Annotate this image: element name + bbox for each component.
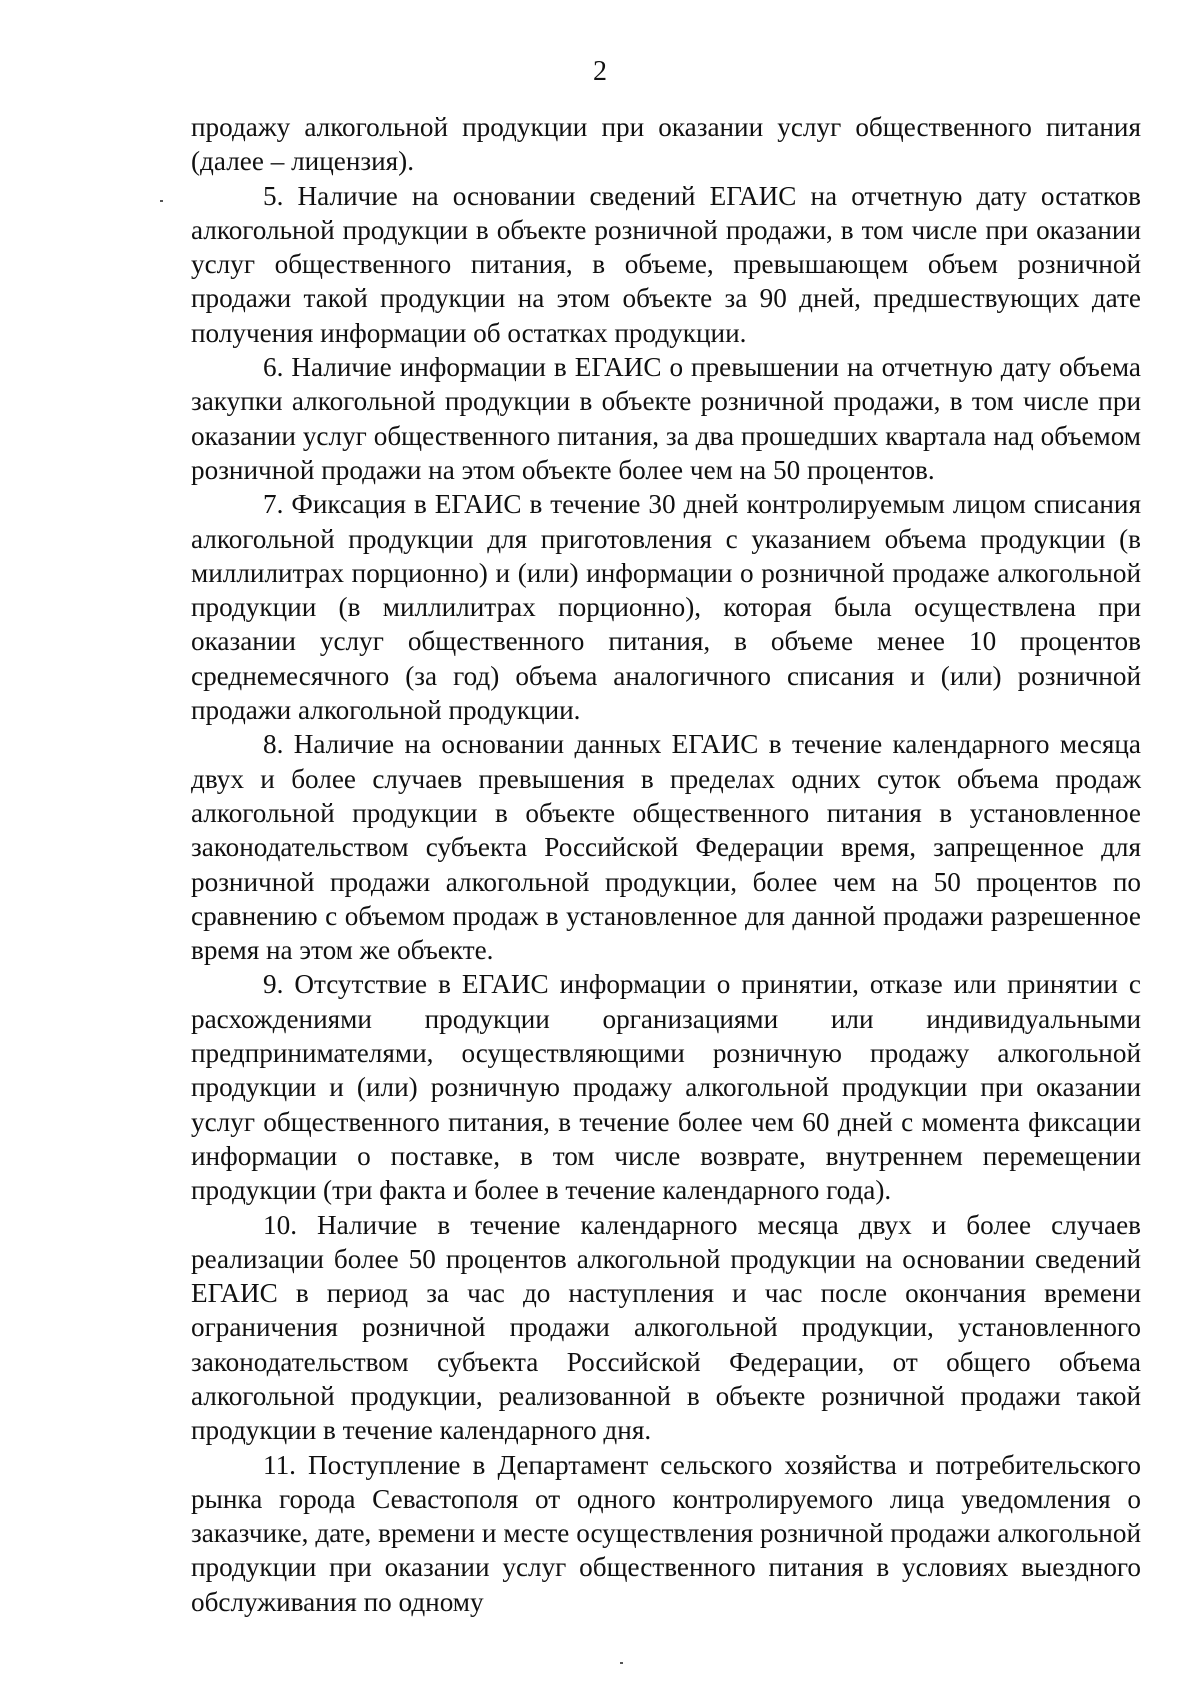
paragraph-item-10: 10. Наличие в течение календарного месяца двух и более случаев реализации более 50 процентов алкогольной продукции на основании сведений ЕГАИС в период за час до наступления и час после окончания времени ограничения розничной продажи алкогольной продукции, установленного законодательством субъекта Российской Федерации, от общего объема алкогольной продукции, реализованной в объекте розничной продажи такой продукции в течение календарного дня.: [191, 1209, 1141, 1446]
paragraph-item-9: 9. Отсутствие в ЕГАИС информации о принятии, отказе или принятии с расхождениями продукции организациями или индивидуальными предпринимателями, осуществляющими розничную продажу алкогольной продукции и (или) розничную продажу алкогольной продукции при оказании услуг общественного питания, в течение более чем 60 дней с момента фиксации информации о поставке, в том числе возврате, внутреннем перемещении продукции (три факта и более в течение календарного года).: [191, 969, 1141, 1206]
scan-speck: [160, 200, 163, 202]
scan-speck: [620, 1662, 623, 1664]
paragraph-item-6: 6. Наличие информации в ЕГАИС о превышении на отчетную дату объема закупки алкогольной продукции в объекте розничной продажи, в том числе при оказании услуг общественного питания, за два прошедших квартала над объемом розничной продажи на этом объекте более чем на 50 процентов.: [191, 352, 1141, 485]
page-number: 2: [593, 56, 607, 87]
document-body: [191, 110, 1141, 1619]
paragraph-continuation: продажу алкогольной продукции при оказании услуг общественного питания (далее – лицензия).: [191, 112, 1141, 177]
paragraph-item-5: 5. Наличие на основании сведений ЕГАИС на отчетную дату остатков алкогольной продукции в объекте розничной продажи, в том числе при оказании услуг общественного питания, в объеме, превышающем объем розничной продажи такой продукции на этом объекте за 90 дней, предшествующих дате получения информации об остатках продукции.: [191, 180, 1141, 348]
paragraph-item-8: 8. Наличие на основании данных ЕГАИС в течение календарного месяца двух и более случаев превышения в пределах одних суток объема продаж алкогольной продукции в объекте общественного питания в установленное законодательством субъекта Российской Федерации время, запрещенное для розничной продажи алкогольной продукции, более чем на 50 процентов по сравнению с объемом продаж в установленное для данной продажи разрешенное время на этом же объекте.: [191, 729, 1141, 966]
paragraph-item-11: 11. Поступление в Департамент сельского хозяйства и потребительского рынка города Севастополя от одного контролируемого лица уведомления о заказчике, дате, времени и месте осуществления розничной продажи алкогольной продукции при оказании услуг общественного питания в условиях выездного обслуживания по одному: [191, 1449, 1141, 1617]
paragraph-item-7: 7. Фиксация в ЕГАИС в течение 30 дней контролируемым лицом списания алкогольной продукции для приготовления с указанием объема продукции (в миллилитрах порционно) и (или) информации о розничной продаже алкогольной продукции (в миллилитрах порционно), которая была осуществлена при оказании услуг общественного питания, в объеме менее 10 процентов среднемесячного (за год) объема аналогичного списания и (или) розничной продажи алкогольной продукции.: [191, 489, 1141, 726]
